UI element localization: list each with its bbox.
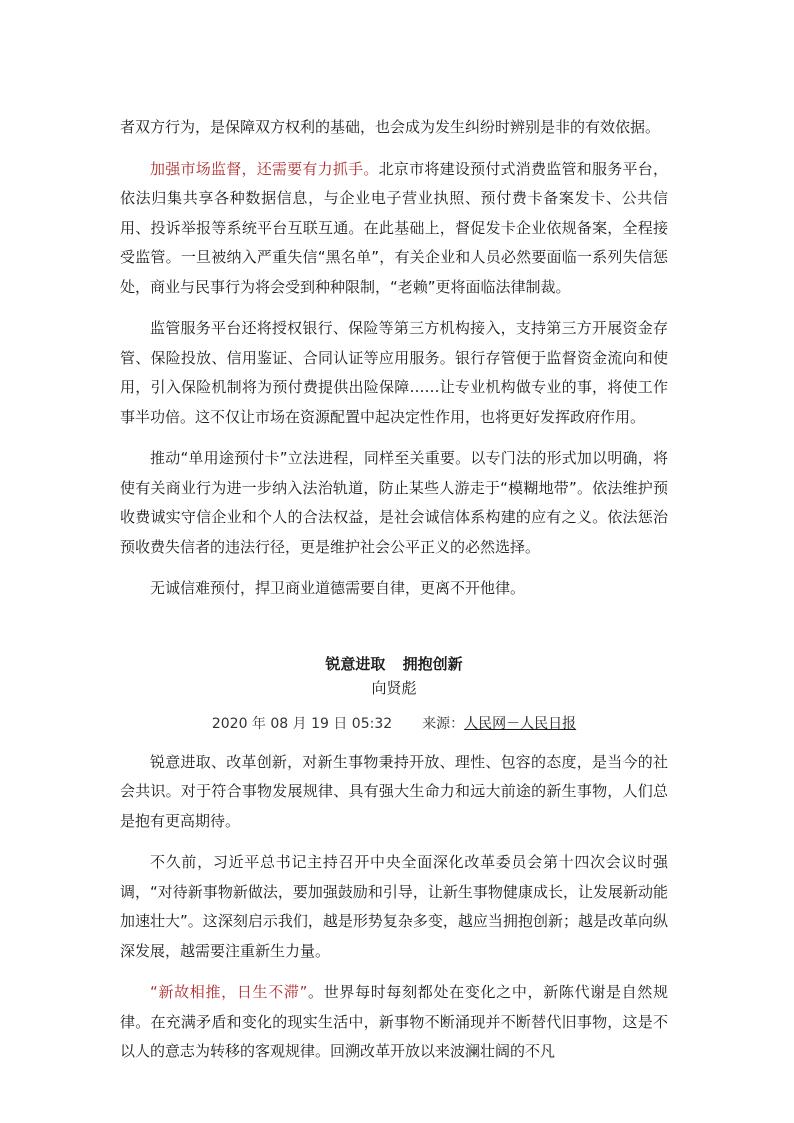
article-author: 向贤彪 bbox=[371, 678, 417, 697]
article-title: 锐意进取 拥抱创新 bbox=[325, 654, 463, 673]
paragraph-text: 。世界每时每刻都处在变化之中，新陈代谢是自然规律。在充满矛盾和变化的现实生活中，新事物不断涌现并不断替代旧事物，这是不以人的意志为转移的客观规律。回溯改革开放以来波澜壮阔的不凡 bbox=[120, 983, 668, 1060]
paragraph-new-old bbox=[120, 978, 668, 1067]
article-meta bbox=[120, 710, 668, 738]
paragraph-text: 北京市将建设预付式消费监管和服务平台，依法归集共享各种数据信息，与企业电子营业执照、预付费卡备案发卡、公共信用、投诉举报等系统平台互联互通。在此基础上，督促发卡企业依规备案，全程接受监管。一旦被纳入严重失信“黑名单”，有关企业和人员必然要面临一系列失信惩处，商业与民事行为将会受到种种限制，“老赖”更将面临法律制裁。 bbox=[120, 159, 668, 296]
highlight-quote: “新故相推，日生不滞” bbox=[150, 983, 308, 1001]
publish-date: 2020 年 08 月 19 日 05:32 bbox=[211, 715, 393, 732]
paragraph-legislation: 推动“单用途预付卡”立法进程，同样至关重要。以专门法的形式加以明确，将使有关商业行为进一步纳入法治轨道，防止某些人游走于“模糊地带”。依法维护预收费诚实守信企业和个人的合法权益，是社会诚信体系构建的应有之义。依法惩治预收费失信者的违法行径，更是维护社会公平正义的必然选择。 bbox=[120, 449, 668, 556]
paragraph-platform: 监管服务平台还将授权银行、保险等第三方机构接入，支持第三方开展资金存管、保险投放、信用鉴证、合同认证等应用服务。银行存管便于监督资金流向和使用，引入保险机制将为预付费提供出险保障……让专业机构做专业的事，将使工作事半功倍。这不仅让市场在资源配置中起决定性作用，也将更好发挥政府作用。 bbox=[120, 319, 668, 426]
paragraph-conclusion: 无诚信难预付，捍卫商业道德需要自律，更离不开他律。 bbox=[150, 579, 526, 597]
paragraph-intro: 锐意进取、改革创新，对新生事物秉持开放、理性、包容的态度，是当今的社会共识。对于符合事物发展规律、具有强大生命力和远大前途的新生事物，人们总是抱有更高期待。 bbox=[120, 752, 668, 830]
source-link[interactable]: 人民网－人民日报 bbox=[464, 715, 577, 732]
paragraph-market-supervision bbox=[120, 155, 668, 303]
source-label: 来源： bbox=[422, 715, 465, 732]
document-page bbox=[120, 113, 668, 1079]
highlight-text: 加强市场监督，还需要有力抓手。 bbox=[150, 159, 379, 178]
paragraph-continuation: 者双方行为，是保障双方权利的基础，也会成为发生纠纷时辨别是非的有效依据。 bbox=[120, 118, 661, 136]
paragraph-speech: 不久前，习近平总书记主持召开中央全面深化改革委员会第十四次会议时强调，“对待新事物新做法，要加强鼓励和引导，让新生事物健康成长，让发展新动能加速壮大”。这深刻启示我们，越是形势复杂多变，越应当拥抱创新；越是改革向纵深发展，越需要注重新生力量。 bbox=[120, 853, 668, 960]
